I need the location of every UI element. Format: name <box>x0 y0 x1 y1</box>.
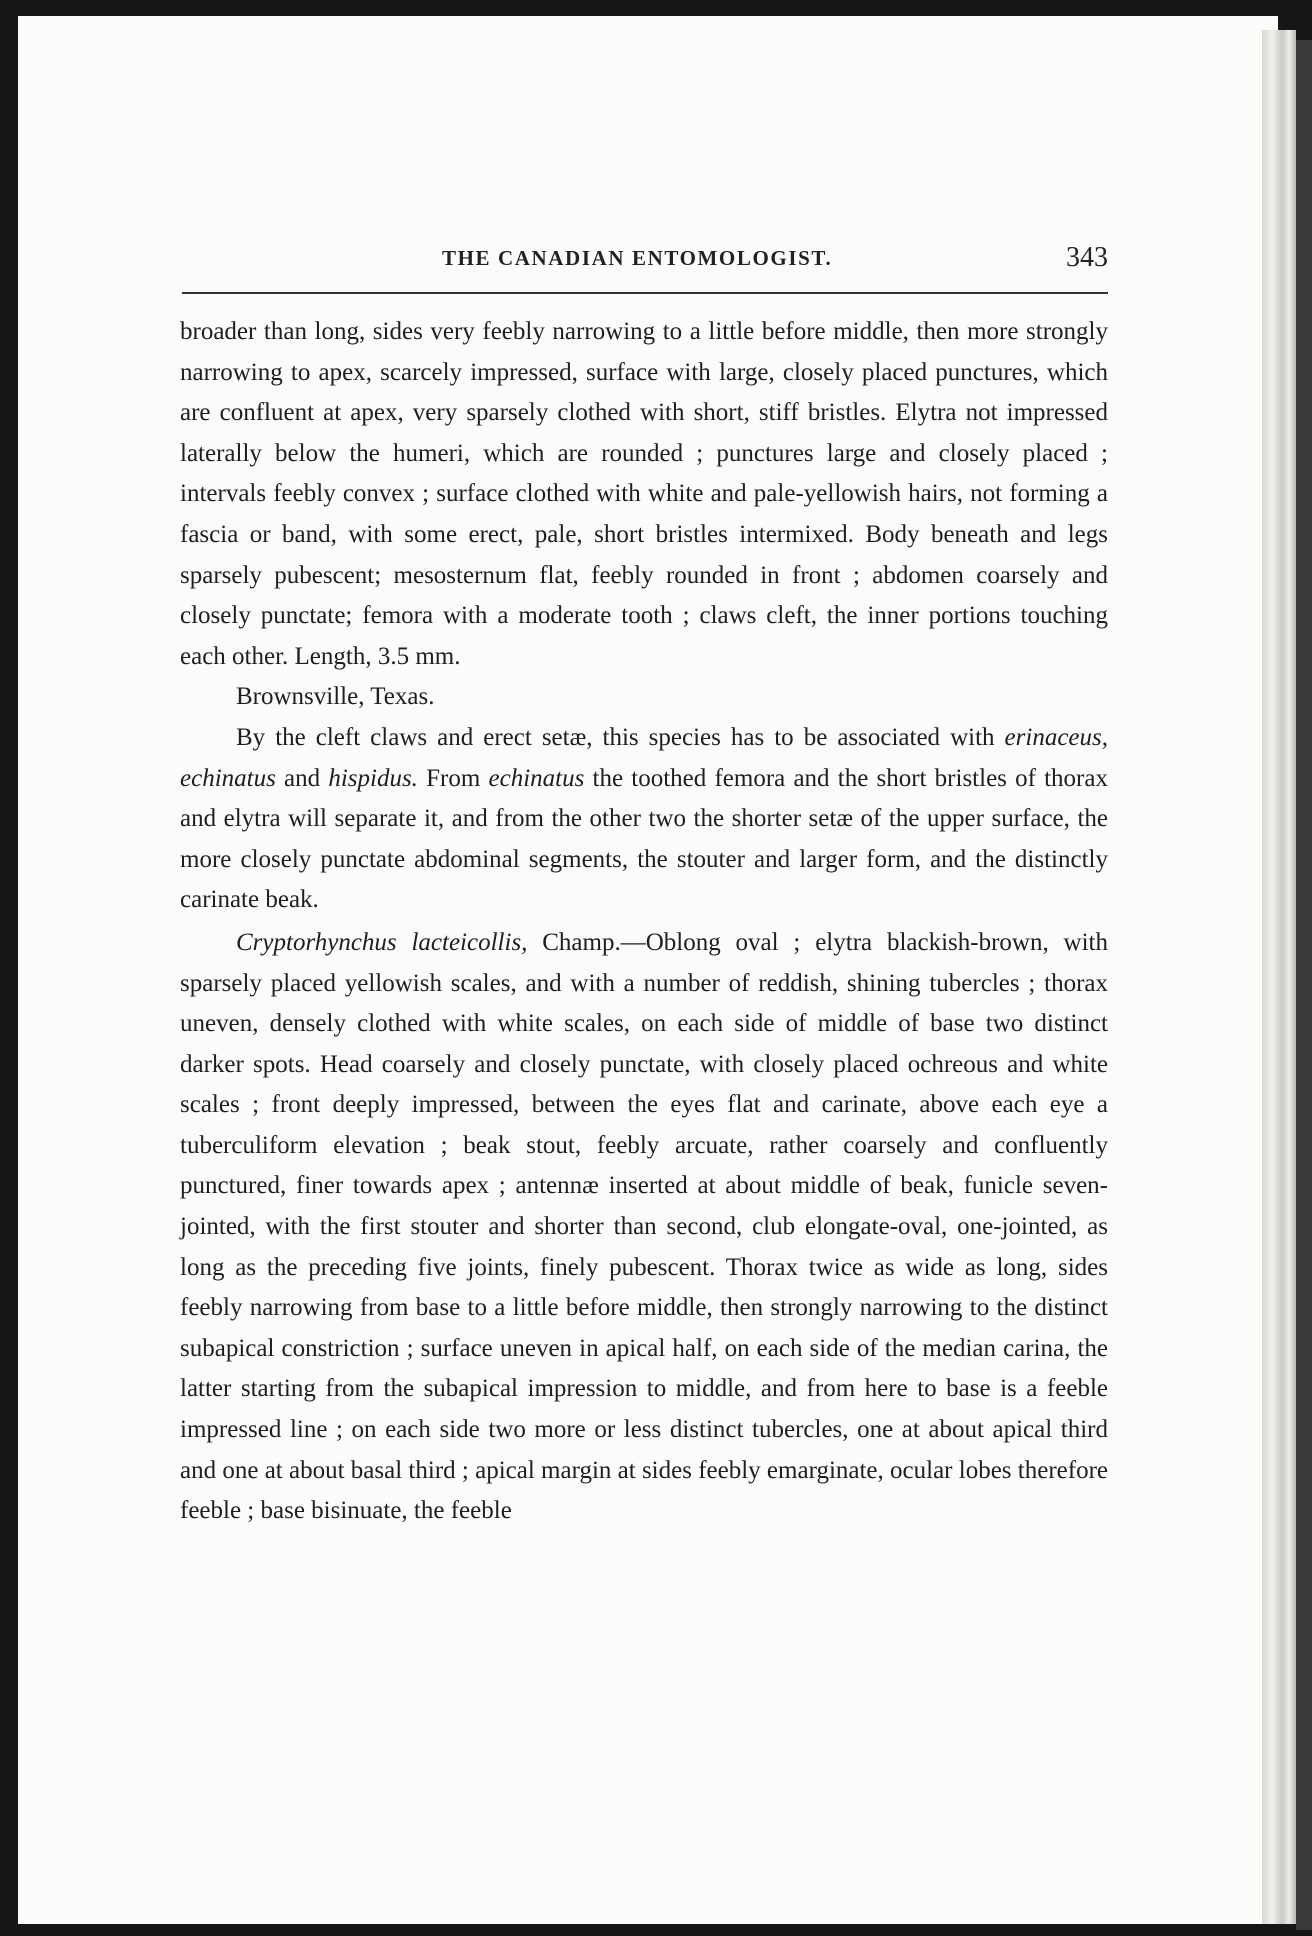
running-header <box>180 244 1108 284</box>
running-title: THE CANADIAN ENTOMOLOGIST. <box>442 246 833 270</box>
species-name-italic: hispidus. <box>328 764 418 792</box>
text-segment: and <box>275 764 329 792</box>
species-name-italic: echinatus <box>488 764 585 792</box>
article-body <box>180 312 1108 1532</box>
species-description: Champ.—Oblong oval ; elytra blackish-brown, with sparsely placed yellowish scales, and with a number of reddish, shining tubercles ; thorax uneven, densely clothed with white scales, on each side of middle of base two distinct darker spots. Head coarsely and closely punctate, with closely placed ochreous and white scales ; front deeply impressed, between the eyes flat and carinate, above each eye a tuberculiform elevation ; beak stout, feebly arcuate, rather coarsely and confluently punctured, finer towards apex ; antennæ inserted at about middle of beak, funicle seven-jointed, with the first stouter and shorter than second, club elongate-oval, one-jointed, as long as the preceding five joints, finely pubescent. Thorax twice as wide as long, sides feebly narrowing from base to a little before middle, then strongly narrowing to the distinct subapical constriction ; surface uneven in apical half, on each side of the median carina, the latter starting from the subapical impression to middle, and from here to base is a feeble impressed line ; on each side two more or less distinct tubercles, one at about apical third and one at about basal third ; apical margin at sides feebly emarginate, ocular lobes therefore feeble ; base bisinuate, the feeble <box>180 928 1108 1525</box>
text-segment: From <box>417 764 489 792</box>
header-rule <box>182 292 1108 294</box>
page-edge <box>1262 30 1296 1924</box>
paragraph-locality: Brownsville, Texas. <box>236 683 435 711</box>
paragraph-description-continued: broader than long, sides very feebly narrowing to a little before middle, then more strongly narrowing to apex, scarcely impressed, surface with large, closely placed punctures, which are confluent at apex, very sparsely clothed with short, stiff bristles. Elytra not impressed laterally below the humeri, which are rounded ; punctures large and closely placed ; intervals feebly convex ; surface clothed with white and pale-yellowish hairs, not forming a fascia or band, with some erect, pale, short bristles intermixed. Body beneath and legs sparsely pubescent; mesosternum flat, feebly rounded in front ; abdomen coarsely and closely punctate; femora with a moderate tooth ; claws cleft, the inner portions touching each other. Length, 3.5 mm. <box>180 318 1108 670</box>
text-segment: By the cleft claws and erect setæ, this species has to be associated with <box>236 723 1005 751</box>
text-segment: the toothed femora and the short bristles of thorax and elytra will separate it, and from the other two the shorter setæ of the upper surface, the more closely punctate abdominal segments, the stouter and larger form, and the distinctly carinate beak. <box>180 764 1108 914</box>
species-names-italic: erinaceus, echinatus <box>180 723 1108 792</box>
species-title-italic: Cryptorhynchus lacteicollis, <box>236 928 528 956</box>
page-number: 343 <box>1066 242 1108 273</box>
paragraph-new-species <box>180 923 1108 1532</box>
paragraph-comparison <box>180 718 1108 921</box>
binding-shadow <box>1296 40 1312 1930</box>
